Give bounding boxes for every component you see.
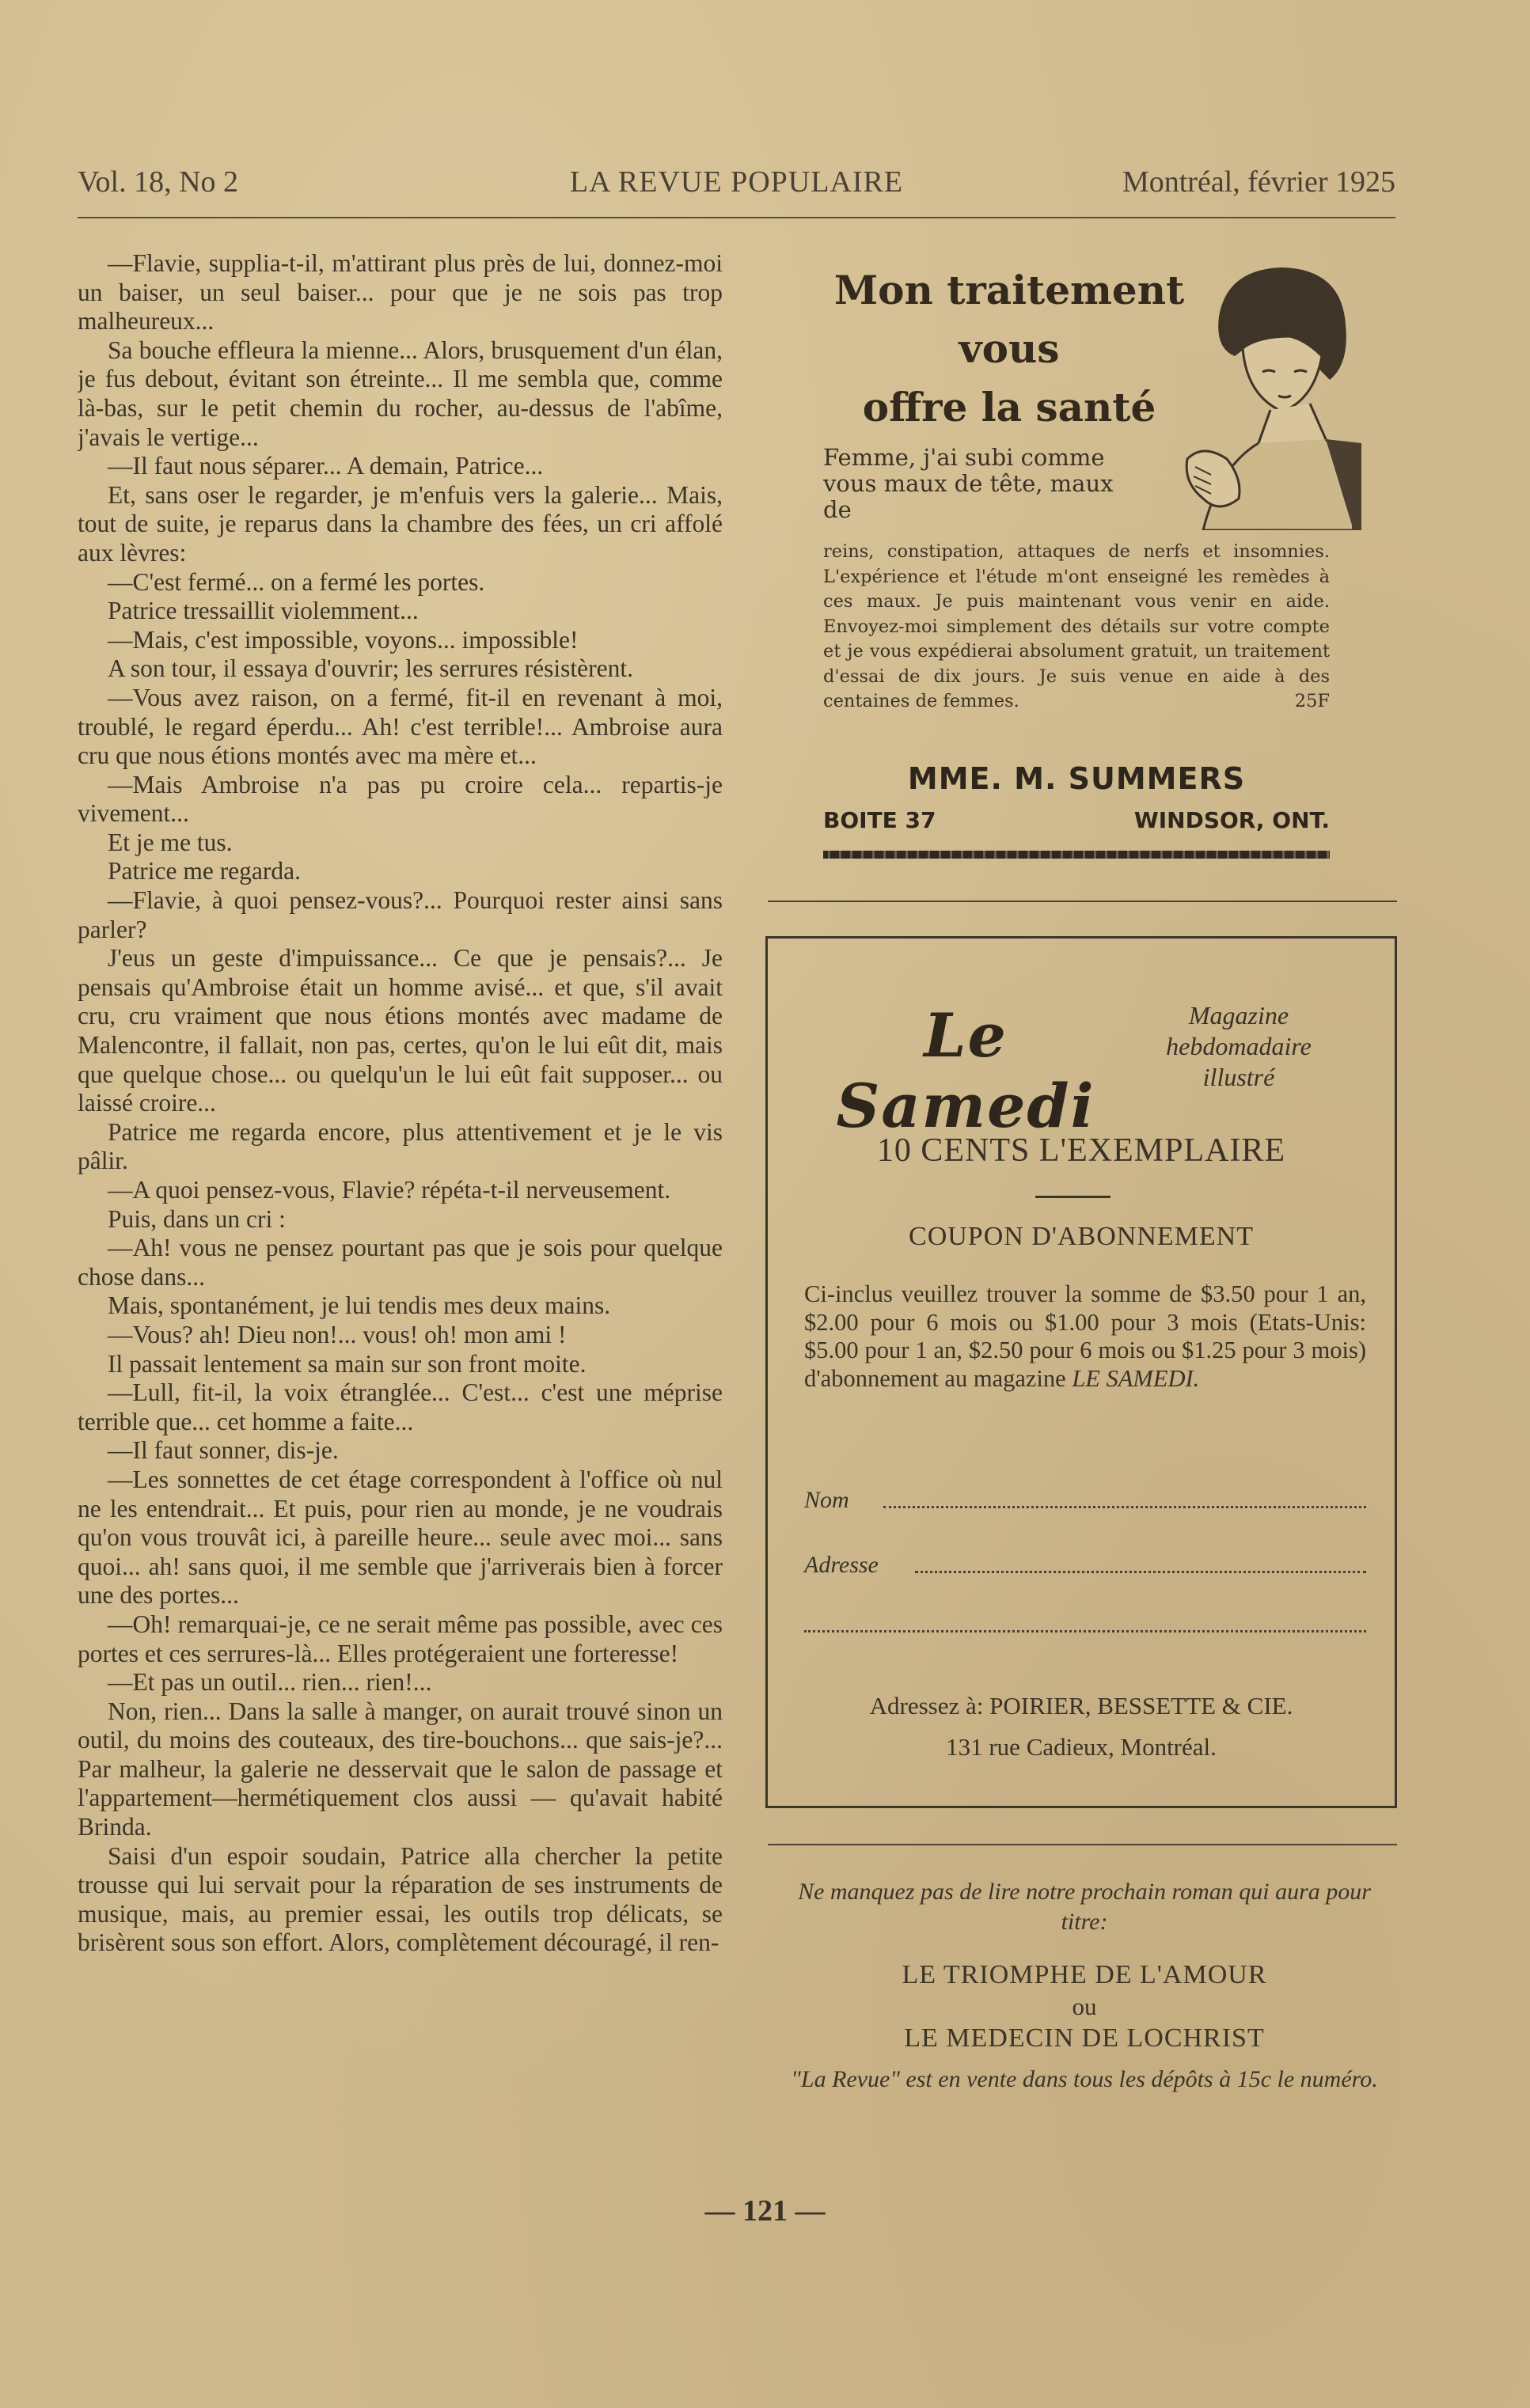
ad-decorative-bar [823,851,1330,859]
story-paragraph: Non, rien... Dans la salle à manger, on aurait trouvé sinon un outil, du moins des couteaux, des tire-bouchons... que sais-je?... Par malheur, la galerie ne desservait que le salon de passage et l'appartement—hermétiquement clos aussi — qu'avait habité Brinda. [78,1697,723,1841]
story-paragraph: —Oh! remarquai-je, ce ne serait même pas possible, avec ces portes et ces serrures-là... Elles protégeraient une forteresse! [78,1610,723,1667]
story-paragraph: —C'est fermé... on a fermé les portes. [108,567,485,596]
story-paragraph: —Vous avez raison, on a fermé, fit-il en revenant à moi, troublé, le regard éperdu... Ah! c'est terrible!... Ambroise aura cru que nous étions montés avec ma mère et... [78,683,723,770]
coupon-body [804,1280,1366,1393]
story-paragraph: —Mais, c'est impossible, voyons... impossible! [108,625,579,654]
story-column [78,249,723,2164]
coupon-price: 10 CENTS L'EXEMPLAIRE [876,1132,1286,1169]
story-paragraph: Mais, spontanément, je lui tendis mes deux mains. [108,1291,611,1320]
story-paragraph: Puis, dans un cri : [108,1204,286,1233]
story-paragraph: —A quoi pensez-vous, Flavie? répéta-t-il nerveusement. [108,1176,671,1204]
le-samedi-logo: Le Samedi [836,1000,1095,1141]
page-header [78,165,1395,204]
ad-code: 25F [1294,691,1330,711]
name-dotted-line[interactable] [883,1506,1366,1508]
story-paragraph: —Mais Ambroise n'a pas pu croire cela... repartis-je vivement... [78,770,723,828]
ad-city: WINDSOR, ONT. [1133,807,1330,833]
address-dotted-line-2[interactable] [804,1630,1366,1633]
story-paragraph: —Il faut nous séparer... A demain, Patrice... [108,452,544,480]
story-paragraph: —Ah! vous ne pensez pourtant pas que je sois pour quelque chose dans... [78,1234,723,1291]
volume-number: Vol. 18, No 2 [78,165,239,199]
story-paragraph: —Et pas un outil... rien... rien!... [108,1668,432,1697]
coupon-send-to [768,1686,1395,1768]
magazine-title: LA REVUE POPULAIRE [569,165,904,199]
ad-body-copy: reins, constipation, attaques de nerfs et insomnies. L'expérience et l'étude m'ont enseigné les remèdes à ces maux. Je puis maintenant vous venir en aide. Envoyez-moi simplement des détails sur votre compte et je vous expédierai absolument gratuit, un traitement d'essai de dix jours. Je suis venue en aide à des centaines de femmes. [823,541,1330,711]
coupon-subtitle [1128,1000,1350,1093]
ad-headline-line: offre la santé [862,384,1156,430]
address-label: Adresse [804,1552,879,1578]
novel-title-2: LE MEDECIN DE LOCHRIST [904,2023,1265,2053]
story-paragraph: —Flavie, supplia-t-il, m'attirant plus près de lui, donnez-moi un baiser, un seul baiser... pour que je ne sois pas trop malheureux... [78,249,723,336]
story-paragraph: —Lull, fit-il, la voix étranglée... C'est... c'est une méprise terrible que... cet homme a faite... [78,1378,723,1435]
summers-advertisement [823,261,1330,870]
story-paragraph: —Les sonnettes de cet étage correspondent à l'office où nul ne les entendrait... Et puis, pour rien au monde, je ne voudrais qu'on vous trouvât ici, à pareille heure... seule avec moi... sans quoi... ah! sans quoi, il me semble que j'arriverais bien à forcer une des portes... [78,1465,723,1610]
coupon-heading: COUPON D'ABONNEMENT [909,1222,1254,1251]
coupon-magazine-name: LE SAMEDI. [1072,1364,1200,1392]
next-novel-notice [772,1877,1397,2095]
story-paragraph: Patrice tressaillit violemment... [108,597,419,625]
story-paragraph: Sa bouche effleura la mienne... Alors, brusquement d'un élan, je fus debout, évitant son étreinte... Il me sembla que, comme là-bas, sur le petit chemin du rocher, au-dessus de l'abîme, j'avais le vertige... [78,336,723,451]
section-rule [768,1844,1397,1845]
notice-intro: Ne manquez pas de lire notre prochain roman qui aura pour titre: [798,1879,1371,1935]
subtitle-line: illustré [1202,1063,1275,1091]
name-field[interactable] [804,1487,1366,1519]
subtitle-line: Magazine [1188,1001,1289,1030]
story-paragraph: Il passait lentement sa main sur son front moite. [108,1349,587,1378]
story-paragraph: —Il faut sonner, dis-je. [108,1436,339,1465]
ad-address [823,807,1330,833]
section-rule [768,901,1397,902]
ad-advertiser-name: MME. M. SUMMERS [907,761,1246,796]
ad-lead-text: Femme, j'ai subi comme vous maux de tête, maux de [823,444,1114,523]
coupon-body-text: Ci-inclus veuillez trouver la somme de $3.50 pour 1 an, $2.00 pour 6 mois ou $1.00 pour 3 mois (Etats-Unis: $5.00 pour 1 an, $2.50 pour 6 mois ou $1.25 pour 3 mois) d'abonnement au magazine [804,1280,1366,1392]
ad-body-text [823,540,1330,715]
notice-footer: "La Revue" est en vente dans tous les dépôts à 15c le numéro. [791,2066,1378,2092]
story-paragraph: Patrice me regarda. [108,857,301,885]
ad-box: BOITE 37 [823,807,936,833]
story-paragraph: A son tour, il essaya d'ouvrir; les serrures résistèrent. [108,654,634,683]
story-paragraph: —Vous? ah! Dieu non!... vous! oh! mon ami ! [108,1320,567,1348]
ad-headline [823,261,1195,437]
ad-headline-line: vous [959,325,1060,372]
novel-title-1: LE TRIOMPHE DE L'AMOUR [902,1960,1267,1989]
story-paragraph: Et je me tus. [108,828,233,856]
address-dotted-line[interactable] [915,1571,1366,1573]
page-number: — 121 — [704,2194,826,2228]
name-label: Nom [804,1487,849,1513]
story-paragraph: J'eus un geste d'impuissance... Ce que je pensais?... Je pensais qu'Ambroise était un homme avisé... et que, s'il avait cru, cru vraiment que nous étions montés avec madame de Malencontre, il fallait, non pas, certes, qu'on le lui eût dit, mais que quelque chose... ou quelqu'un le lui eût fait supposer... ou laissé croire... [78,944,723,1117]
send-to-line: Adressez à: POIRIER, BESSETTE & CIE. [869,1692,1293,1720]
coupon-divider [1035,1196,1110,1198]
street-line: 131 rue Cadieux, Montréal. [946,1733,1217,1761]
subtitle-line: hebdomadaire [1166,1032,1312,1060]
header-rule [78,217,1395,218]
story-paragraph: Patrice me regarda encore, plus attentivement et je le vis pâlir. [78,1117,723,1175]
story-paragraph: —Flavie, à quoi pensez-vous?... Pourquoi rester ainsi sans parler? [78,886,723,943]
woman-portrait-illustration [1171,261,1361,530]
ad-headline-line: Mon traitement [833,267,1185,313]
address-field-line2[interactable] [804,1611,1366,1643]
address-field[interactable] [804,1552,1366,1583]
place-date: Montréal, février 1925 [1122,165,1395,199]
notice-or: ou [1072,1993,1097,2020]
story-paragraph: Saisi d'un espoir soudain, Patrice alla chercher la petite trousse qui lui servait pour la réparation de ses instruments de musique, mais, au premier essai, les outils trop délicats, se brisèrent sous son effort. Alors, complètement découragé, il ren- [78,1841,723,1957]
story-paragraph: Et, sans oser le regarder, je m'enfuis vers la galerie... Mais, tout de suite, je reparus dans la chambre des fées, un cri affolé aux lèvres: [78,480,723,567]
subscription-coupon [765,936,1397,1808]
